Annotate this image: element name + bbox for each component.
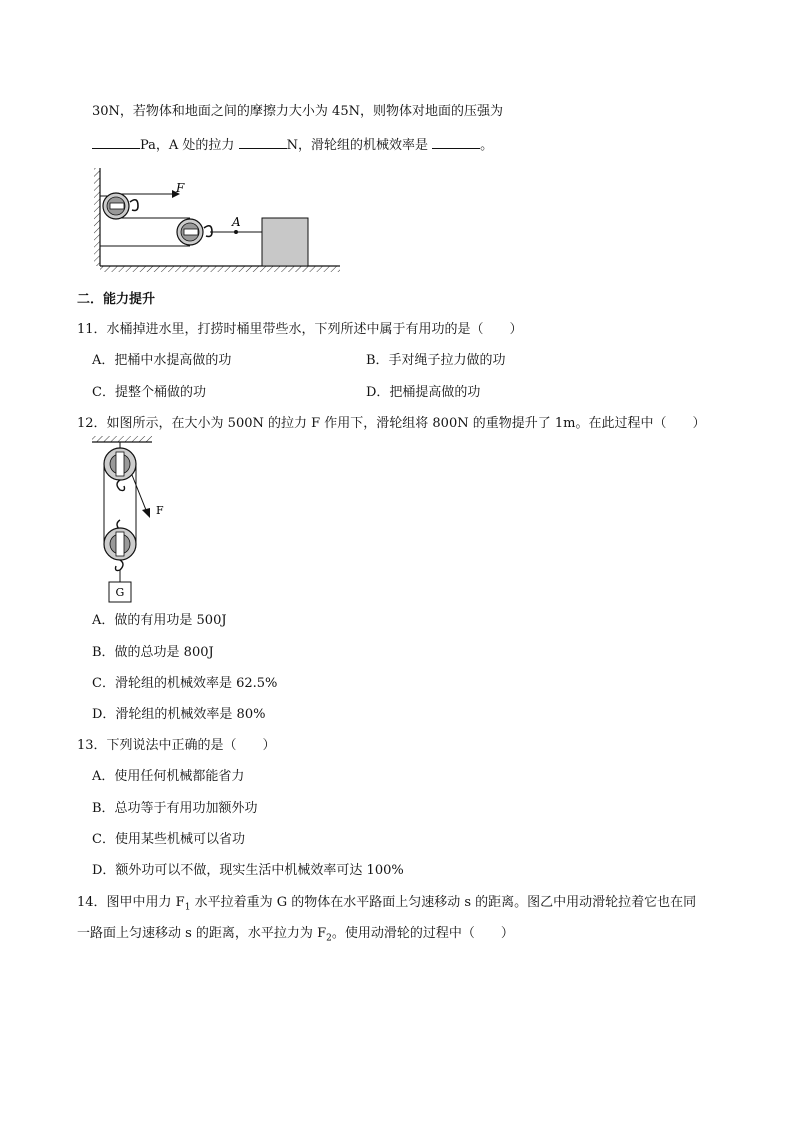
force-f-label: F — [176, 181, 185, 195]
rope-f — [130, 470, 146, 510]
q12-option-b[interactable]: B．做的总功是 800J — [92, 645, 214, 660]
q11-option-c[interactable]: C．提整个桶做的功 — [92, 385, 206, 400]
hook-icon — [117, 480, 125, 491]
q12-option-d[interactable]: D．滑轮组的机械效率是 80% — [92, 707, 266, 722]
hook-icon-2 — [116, 560, 124, 571]
q13-stem: 13．下列说法中正确的是（ ） — [77, 738, 276, 753]
q11-option-a[interactable]: A．把桶中水提高做的功 — [92, 353, 232, 368]
point-a-dot — [234, 230, 238, 234]
q10-pulley-figure — [90, 166, 342, 276]
q14-sub-2: 2 — [326, 933, 332, 944]
q10-line1: 30N，若物体和地面之间的摩擦力大小为 45N，则物体对地面的压强为 — [92, 104, 503, 119]
q10-line2 — [92, 134, 493, 155]
force-f-arrow-icon — [142, 508, 150, 518]
q11-option-d[interactable]: D．把桶提高做的功 — [366, 385, 481, 400]
q10-unit-n: N，滑轮组的机械效率是 — [286, 138, 428, 153]
hook-icon — [130, 200, 138, 211]
q13-option-d[interactable]: D．额外功可以不做，现实生活中机械效率可达 100% — [92, 863, 404, 878]
point-a-label: A — [232, 215, 241, 229]
efficiency-blank[interactable] — [432, 134, 480, 149]
force-a-blank[interactable] — [239, 134, 287, 149]
object-block — [262, 218, 308, 266]
q14-line2 — [77, 925, 514, 948]
q12-stem: 12．如图所示，在大小为 500N 的拉力 F 作用下，滑轮组将 800N 的重物提升了 1m。在此过程中（ ） — [77, 416, 706, 431]
q14-line2-b: 。使用动滑轮的过程中（ ） — [331, 926, 514, 941]
q12-option-c[interactable]: C．滑轮组的机械效率是 62.5% — [92, 676, 278, 691]
q10-unit-pa: Pa，A 处的拉力 — [140, 138, 235, 153]
q14-line1-a: 14．图甲中用力 F — [77, 895, 185, 910]
q14-line1-b: 水平拉着重为 G 的物体在水平路面上匀速移动 s 的距离。图乙中用动滑轮拉着它也在同 — [190, 895, 697, 910]
q12-option-a[interactable]: A．做的有用功是 500J — [92, 613, 227, 628]
weight-label: G — [115, 586, 125, 599]
ground-hatch — [100, 266, 340, 272]
hook-icon-2 — [204, 226, 212, 237]
q13-option-b[interactable]: B．总功等于有用功加额外功 — [92, 801, 258, 816]
q14-line1 — [77, 894, 696, 917]
q12-pulley-figure — [88, 436, 178, 606]
q14-line2-a: 一路面上匀速移动 s 的距离，水平拉力为 F — [77, 926, 327, 941]
pressure-blank[interactable] — [92, 134, 140, 149]
ceiling-hatch — [92, 436, 152, 442]
q13-option-c[interactable]: C．使用某些机械可以省功 — [92, 832, 245, 847]
q14-sub-1: 1 — [184, 902, 191, 913]
force-f-label: F — [156, 504, 164, 517]
wall-hatch — [94, 168, 100, 266]
q13-option-a[interactable]: A．使用任何机械都能省力 — [92, 769, 245, 784]
q11-option-b[interactable]: B．手对绳子拉力做的功 — [366, 353, 506, 368]
section-title: 二．能力提升 — [77, 292, 156, 307]
q11-stem: 11．水桶掉进水里，打捞时桶里带些水，下列所述中属于有用功的是（ ） — [77, 322, 523, 337]
q10-end: 。 — [480, 138, 494, 153]
